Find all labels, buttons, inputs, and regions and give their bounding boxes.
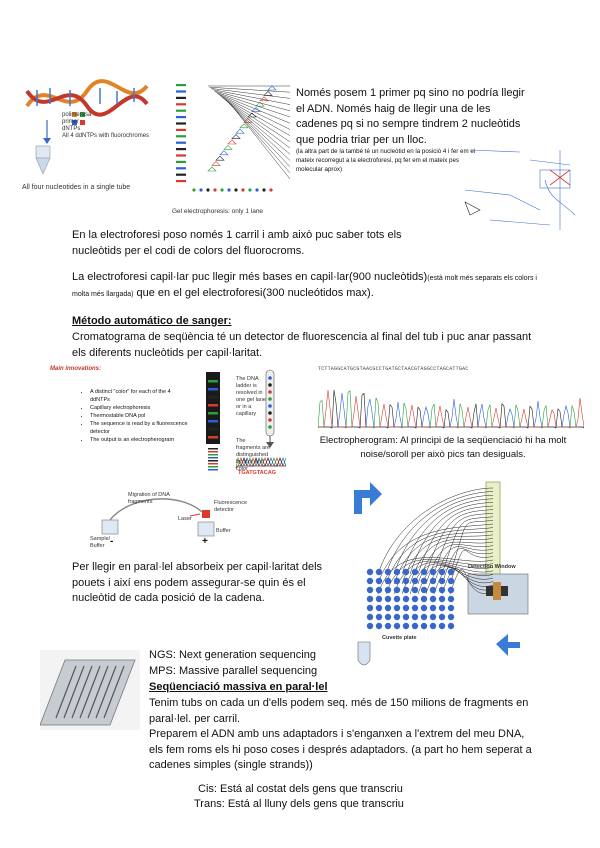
sequence-dot	[206, 188, 209, 191]
sanger-heading: Método automático de sanger:	[72, 315, 232, 327]
capillary-migration-label: Migration of DNA fragments	[128, 492, 170, 505]
capillary-minus-label: -	[110, 536, 114, 547]
gel-lane-label: GATC	[207, 366, 222, 372]
paragraph-capillary-end: que en el gel electroforesi(300 nucleótidos max).	[133, 286, 374, 299]
plate-well	[367, 587, 373, 593]
innovation-item: • Capillary electrophoresis	[90, 404, 190, 412]
ladder-band	[208, 396, 218, 399]
gel-band	[176, 116, 186, 118]
sanger-description: Cromatograma de seqüència té un detector de fluorescencia al final del tub i puc anar passant els diferents nucleòtids per capil·laritat.	[72, 331, 532, 359]
capillary-fragment	[268, 397, 272, 401]
plate-well	[448, 614, 454, 620]
plate-well	[394, 614, 400, 620]
plate-well	[439, 596, 445, 602]
plate-well	[421, 587, 427, 593]
ddntp-marker	[264, 91, 272, 95]
capillary-fragment	[268, 418, 272, 422]
capillary-diagram	[90, 490, 290, 550]
plate-well	[376, 623, 382, 629]
plate-well	[448, 596, 454, 602]
plate-well	[403, 623, 409, 629]
plate-well	[430, 578, 436, 584]
ladder-lower-band	[208, 463, 218, 465]
gel-band	[176, 180, 186, 182]
ladder-lower-band	[208, 451, 218, 453]
ddntp-marker	[216, 156, 224, 160]
sanger-tube-figure	[22, 76, 172, 196]
plate-well	[430, 587, 436, 593]
ddntp-marker	[208, 167, 216, 171]
plate-well	[439, 569, 445, 575]
note-one-primer: Només posem 1 primer pq sino no podría llegir el ADN. Només haig de llegir una de les cadenes pq si no sempre tindrem 2 nucleòtids que podria triar per un lloc.	[296, 87, 525, 146]
ladder-lower-band	[208, 448, 218, 450]
plate-well	[376, 614, 382, 620]
gel-band	[176, 167, 186, 169]
plate-well	[412, 605, 418, 611]
innovations-list	[50, 388, 190, 444]
plate-well	[421, 623, 427, 629]
plate-well	[376, 605, 382, 611]
ddntp-marker	[220, 151, 228, 155]
plate-well	[430, 605, 436, 611]
plate-well	[439, 578, 445, 584]
paragraph-parallel-read: Per llegir en paral·lel absorbeix per capil·laritat dels pouets i així ens podem assegurar-se quin és el nucleòtid de cada posició de la cadena.	[72, 561, 323, 604]
gel-band	[176, 154, 186, 156]
paragraph-capillary	[72, 270, 542, 301]
plate-well	[385, 578, 391, 584]
plate-well	[367, 569, 373, 575]
plate-well	[412, 596, 418, 602]
plate-well	[403, 587, 409, 593]
innovation-item: • A distinct "color" for each of the 4 ddNTPs	[90, 388, 190, 404]
plate-well	[448, 578, 454, 584]
plate-well	[376, 578, 382, 584]
capillary-sample-label: Sample/ Buffer	[90, 536, 111, 549]
plate-well	[376, 569, 382, 575]
plate-well	[439, 614, 445, 620]
trans-definition: Trans: Está al lluny dels gens que transcriu	[194, 798, 404, 810]
ladder-band	[208, 404, 218, 407]
sketch-illustration	[460, 140, 590, 235]
innovation-item: • The sequence is read by a fluorescence detector	[90, 420, 190, 436]
ddntp-marker	[212, 162, 220, 166]
tube-item-dntps: dNTPs	[62, 126, 81, 132]
plate-well	[439, 605, 445, 611]
flow-arrow-top-icon	[354, 482, 382, 514]
flow-cell-svg	[40, 650, 140, 730]
ladder-note-top: The DNA ladder is resolved in one gel lane or in a capillary	[236, 376, 266, 417]
plate-well	[403, 605, 409, 611]
ladder-band	[208, 380, 218, 383]
gel-band	[176, 135, 186, 137]
gel-band	[176, 142, 186, 144]
ngs-line: NGS: Next generation sequencing	[149, 649, 316, 661]
ddntp-marker	[232, 135, 240, 139]
gel-band	[176, 84, 186, 86]
innovation-item: • The output is an electropherogram	[90, 436, 190, 444]
innovation-item: • Thermostable DNA pol	[90, 412, 190, 420]
plate-well	[421, 569, 427, 575]
plate-well	[421, 614, 427, 620]
paragraph-single-lane: En la electroforesi poso només 1 carril i amb això puc saber tots els nucleòtids per el codi de colors del fluorocroms.	[72, 229, 402, 257]
capillary-array-figure	[348, 474, 538, 674]
plate-well	[385, 587, 391, 593]
ladder-band	[208, 388, 218, 391]
plate-well	[367, 623, 373, 629]
sequence-dot	[220, 188, 223, 191]
plate-well	[412, 578, 418, 584]
ladder-lower-band	[208, 454, 218, 456]
plate-well	[394, 596, 400, 602]
ladder-lower-band	[208, 457, 218, 459]
plate-well	[367, 596, 373, 602]
gel-band	[176, 97, 186, 99]
paragraph-capillary-detail: (està molt més separats els colors i molta més llargada)	[72, 275, 537, 298]
ddntp-marker	[228, 140, 236, 144]
tube-item-ddntps: All 4 ddNTPs with fluorochromes	[62, 133, 150, 139]
ddntp-marker	[236, 129, 244, 133]
sequence-dot	[192, 188, 195, 191]
plate-well	[394, 587, 400, 593]
fragment-line	[216, 92, 291, 117]
gel-band	[176, 129, 186, 131]
ladder-band	[208, 436, 218, 439]
plate-well	[403, 614, 409, 620]
capillary-fragment	[268, 411, 272, 415]
innovations-title: Main innovations:	[50, 366, 101, 372]
plate-well	[394, 578, 400, 584]
plate-well	[367, 605, 373, 611]
capillary-fragment	[268, 390, 272, 394]
gel-band	[176, 161, 186, 163]
cuvette-plate-label: Cuvette plate	[382, 635, 417, 641]
ladder-lower-band	[208, 460, 218, 462]
capillary-fragment	[268, 376, 272, 380]
note-one-primer-detail: (la altra part de la també té un nucleòtid en la posició 4 i fer em el mateix recorregut a la electroforesi, pq fer em el mateix pes molecular aprox)	[296, 148, 476, 173]
sequence-dot	[255, 188, 258, 191]
capillary-detector-label: Fluorescence detector	[214, 500, 248, 513]
flow-arrow-bottom-icon	[496, 634, 520, 656]
plate-well	[403, 596, 409, 602]
sequence-dot	[241, 188, 244, 191]
plate-well	[412, 587, 418, 593]
plate-well	[385, 623, 391, 629]
plate-well	[421, 578, 427, 584]
sequence-dot	[262, 188, 265, 191]
gel-band	[176, 90, 186, 92]
ladder-sequence-label: TGATGTACAG	[238, 470, 276, 476]
plate-well	[430, 623, 436, 629]
plate-well	[430, 596, 436, 602]
plate-well	[439, 587, 445, 593]
sequence-dot	[227, 188, 230, 191]
plate-well	[430, 614, 436, 620]
ladder-lower-band	[208, 466, 218, 468]
plate-well	[412, 569, 418, 575]
sequence-dot	[248, 188, 251, 191]
fragment-line	[225, 99, 291, 154]
electropherogram-sequence: TCTTAGGCATGCGTAACGCCTGATGCTAACGTAGGCCTAGCATTGAC	[318, 366, 469, 372]
paragraph-capillary-main: La electroforesi capil·lar puc llegir més bases en capil·lar(900 nucleòtids)	[72, 271, 428, 283]
sequence-dot	[213, 188, 216, 191]
gel-band	[176, 110, 186, 112]
plate-well	[385, 596, 391, 602]
gel-band	[176, 148, 186, 150]
ngs-body-2: Preparem el ADN amb uns adaptadors i s'enganxen a l'extrem del meu DNA, els fem roms els hi poso coses i després adaptadors. (a part ho hem seperat a cadenes simples (single strands))	[149, 728, 532, 771]
plate-well	[403, 578, 409, 584]
plate-well	[394, 605, 400, 611]
capillary-fragment	[268, 425, 272, 429]
detection-window-label: Detection Window	[468, 564, 516, 570]
plate-well	[412, 614, 418, 620]
plate-well	[394, 623, 400, 629]
tube-item-primer: primer	[62, 119, 80, 125]
plate-well	[376, 587, 382, 593]
gel-band	[176, 103, 186, 105]
plate-well	[385, 569, 391, 575]
plate-well	[385, 614, 391, 620]
capillary-laser-label: Laser	[178, 516, 192, 522]
gel-lane-figure	[172, 80, 292, 220]
ladder-note-bottom: The fragments are distinguished by size and color	[236, 438, 270, 472]
mps-line: MPS: Massive parallel sequencing	[149, 665, 318, 677]
sequence-dot	[234, 188, 237, 191]
electropherogram-traces	[318, 374, 584, 432]
ngs-body-1: Tenim tubs on cada un d'ells podem seq. més de 150 milions de fragments en paral·lel. per carril.	[149, 697, 529, 725]
plate-well	[448, 569, 454, 575]
plate-well	[403, 569, 409, 575]
plate-well	[412, 623, 418, 629]
sequence-dot	[199, 188, 202, 191]
cis-definition: Cis: Está al costat dels gens que transcriu	[198, 783, 403, 795]
plate-well	[385, 605, 391, 611]
ladder-band	[208, 412, 218, 415]
plate-well	[448, 623, 454, 629]
plate-well	[430, 569, 436, 575]
electropherogram-caption: Electropherogram: Al principi de la seqüenciació hi ha molt noise/soroll per això pics tan desiguals.	[319, 435, 567, 460]
plate-well	[394, 569, 400, 575]
capillary-fragment	[268, 404, 272, 408]
gel-lane-svg	[172, 80, 292, 192]
plate-well	[421, 605, 427, 611]
plate-well	[367, 614, 373, 620]
ddntp-marker	[224, 145, 232, 149]
plate-well	[367, 578, 373, 584]
fragment-line	[222, 97, 291, 142]
ddntp-marker	[268, 86, 276, 90]
gel-band	[176, 174, 186, 176]
sequence-dot	[269, 188, 272, 191]
plate-well	[439, 623, 445, 629]
innovations-box	[50, 366, 190, 466]
plate-well	[448, 587, 454, 593]
tube-caption: All four nucleotides in a single tube	[22, 184, 131, 191]
plate-well	[421, 596, 427, 602]
tube-item-polymerase: polimerasa	[62, 112, 92, 118]
capillary-plus-label: +	[202, 536, 208, 547]
capillary-array-svg	[348, 474, 538, 674]
ladder-lower-band	[208, 469, 218, 471]
plate-well	[448, 605, 454, 611]
flow-cell-image	[40, 650, 140, 730]
ladder-figure	[196, 366, 306, 481]
electropherogram-figure	[318, 366, 584, 432]
gel-band	[176, 122, 186, 124]
gel-caption: Gel electrophoresis: only 1 lane	[172, 208, 264, 215]
massive-parallel-heading: Seqüenciació massiva en paral·lel	[149, 681, 328, 693]
ladder-band	[208, 420, 218, 423]
sample-tube	[358, 642, 370, 665]
plate-well	[376, 596, 382, 602]
capillary-buffer-label: Buffer	[216, 528, 231, 534]
ladder-band	[208, 428, 218, 431]
capillary-fragment	[268, 383, 272, 387]
